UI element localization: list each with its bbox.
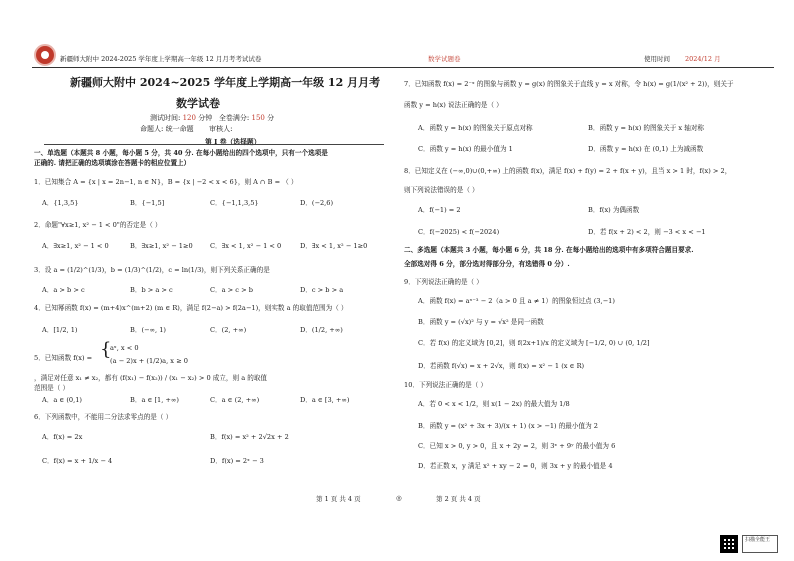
part2-instructions-2: 全部选对得 6 分，部分选对得部分分，有选错得 0 分）. <box>404 260 570 268</box>
option-2d: D．∃x < 1, x² − 1≥0 <box>300 242 368 250</box>
option-8d: D．若 f(x + 2) < 2，则 −3 < x < −1 <box>588 228 706 236</box>
option-8a: A．f(−1) = 2 <box>418 206 461 214</box>
option-1d: D．(−2,6) <box>300 199 334 207</box>
header-date: 2024/12 月 <box>685 55 721 63</box>
exam-subtitle: 数学试卷 <box>176 97 220 110</box>
option-7b: B．函数 y = h(x) 的图象关于 x 轴对称 <box>588 124 705 132</box>
piecewise-brace: { <box>100 339 112 360</box>
header-subject: 数学试题卷 <box>428 55 461 63</box>
option-6b: B．f(x) = x² + 2√2x + 2 <box>210 433 289 441</box>
scanner-watermark: 扫描全能王 <box>742 535 778 553</box>
question-1: 1．已知集合 A = {x | x = 2n−1, n ∈ N}，B = {x | −2 < x < 6}，则 A ∩ B = （ ） <box>34 178 298 186</box>
option-6a: A．f(x) = 2x <box>42 433 83 441</box>
option-3b: B．b > a > c <box>130 286 173 294</box>
exam-meta-author: 命题人: 统一命题 审核人: <box>140 125 233 133</box>
option-1a: A．{1,3,5} <box>42 199 79 207</box>
option-4d: D．(1/2, +∞) <box>300 326 343 334</box>
section-divider <box>44 144 384 145</box>
question-8: 8．已知定义在 (−∞,0)∪(0,+∞) 上的函数 f(x)，满足 f(x) + f(y) = 2 + f(x + y)，且当 x > 1 时，f(x) > 2， <box>404 167 732 175</box>
header-date-label: 使用时间 <box>644 55 670 63</box>
question-9: 9．下列说法正确的是（ ） <box>404 278 483 286</box>
piece-1: aˣ, x < 0 <box>110 344 139 352</box>
question-4: 4．已知幂函数 f(x) = (m+4)x^(m+2) (m ∈ R)，满足 f(2−a) > f(2a−1)，则实数 a 的取值范围为（ ） <box>34 304 348 312</box>
part1-instructions: 一、单选题（本题共 8 小题，每小题 5 分，共 40 分. 在每小题给出的四个选项中，只有一个选项是 <box>34 149 328 157</box>
option-3d: D．c > b > a <box>300 286 344 294</box>
option-4c: C．(2, +∞) <box>210 326 247 334</box>
option-2c: C．∃x < 1, x² − 1 < 0 <box>210 242 282 250</box>
binding-mark: ◎ <box>396 494 402 502</box>
option-3c: C．a > c > b <box>210 286 253 294</box>
section-heading-1: 第 I 卷（选择题） <box>205 138 261 146</box>
question-7: 7．已知函数 f(x) = 2⁻ˣ 的图象与函数 y = g(x) 的图象关于直线 y = x 对称，令 h(x) = g(1/(x² + 2))，则关于 <box>404 80 734 88</box>
exam-meta-time: 测试时间: 120 分钟 全卷满分: 150 分 <box>150 114 275 122</box>
option-9a: A．函数 f(x) = aˣ⁻³ − 2（a > 0 且 a ≠ 1）的图象恒过点 (3,−1) <box>418 297 615 305</box>
option-7a: A．函数 y = h(x) 的图象关于原点对称 <box>418 124 533 132</box>
option-6d: D．f(x) = 2ˣ − 3 <box>210 457 264 465</box>
option-8b: B．f(x) 为偶函数 <box>588 206 640 214</box>
question-7-cont: 函数 y = h(x) 说法正确的是（ ） <box>404 101 503 109</box>
question-5-cont: 范围是（ ） <box>34 384 70 392</box>
question-6: 6．下列函数中，不能用二分法求零点的是（ ） <box>34 413 173 421</box>
question-5: ，满足对任意 x₁ ≠ x₂，都有 (f(x₁) − f(x₂)) / (x₁ − x₂) > 0 成立，则 a 的取值 <box>34 374 268 382</box>
option-6c: C．f(x) = x + 1/x − 4 <box>42 457 113 465</box>
option-5d: D．a ∈ [3, +∞) <box>300 396 350 404</box>
option-10c: C．已知 x > 0, y > 0，且 x + 2y = 2，则 3ˣ + 9ʸ 的最小值为 6 <box>418 442 616 450</box>
exam-title: 新疆师大附中 2024~2025 学年度上学期高一年级 12 月月考 <box>70 76 381 89</box>
qr-code-icon <box>720 535 738 553</box>
option-9d: D．若函数 f(√x) = x + 2√x，则 f(x) = x² − 1 (x ∈ R) <box>418 362 585 370</box>
page-number-right: 第 2 页 共 4 页 <box>436 495 481 503</box>
piece-2: (a − 2)x + (1/2)a, x ≥ 0 <box>110 357 188 365</box>
option-2a: A．∃x≥1, x² − 1 < 0 <box>42 242 109 250</box>
option-2b: B．∃x≥1, x² − 1≥0 <box>130 242 193 250</box>
option-10a: A．若 0 < x < 1/2，则 x(1 − 2x) 的最大值为 1/8 <box>418 400 570 408</box>
question-5-lead: 5．已知函数 f(x) = <box>34 354 93 362</box>
header-exam-title: 新疆师大附中 2024-2025 学年度上学期高一年级 12 月月考考试试卷 <box>60 55 262 63</box>
option-1c: C．{−1,1,3,5} <box>210 199 259 207</box>
option-10d: D．若正数 x，y 满足 x² + xy − 2 = 0，则 3x + y 的最小值是 4 <box>418 462 613 470</box>
option-3a: A．a > b > c <box>42 286 85 294</box>
option-4a: A．[1/2, 1) <box>42 326 78 334</box>
option-5a: A．a ∈ (0,1) <box>42 396 82 404</box>
part1-instructions-2: 正确的. 请把正确的选项填涂在答题卡的相应位置上） <box>34 159 191 167</box>
question-3: 3．设 a = (1/2)^(1/3)，b = (1/3)^(1/2)，c = ln(1/3)，则下列关系正确的是 <box>34 266 270 274</box>
question-10: 10．下列说法正确的是（ ） <box>404 381 488 389</box>
option-9b: B．函数 y = (√x)² 与 y = √x² 是同一函数 <box>418 318 544 326</box>
part2-instructions: 二、多选题（本题共 3 小题，每小题 6 分，共 18 分. 在每小题给出的选项中有多项符合题目要求. <box>404 246 694 254</box>
question-8-cont: 则下列说法错误的是（ ） <box>404 186 479 194</box>
question-2: 2．命题"∀x≥1, x² − 1 < 0"的否定是（ ） <box>34 221 162 229</box>
option-5c: C．a ∈ (2, +∞) <box>210 396 260 404</box>
option-7c: C．函数 y = h(x) 的最小值为 1 <box>418 145 513 153</box>
option-1b: B．{−1,5] <box>130 199 165 207</box>
option-7d: D．函数 y = h(x) 在 (0,1) 上为减函数 <box>588 145 704 153</box>
page-number-left: 第 1 页 共 4 页 <box>316 495 361 503</box>
option-5b: B．a ∈ [1, +∞) <box>130 396 179 404</box>
option-8c: C．f(−2025) < f(−2024) <box>418 228 500 236</box>
option-4b: B．(−∞, 1) <box>130 326 166 334</box>
option-10b: B．函数 y = (x² + 3x + 3)/(x + 1) (x > −1) 的最小值为 2 <box>418 422 598 430</box>
option-9c: C．若 f(x) 的定义域为 [0,2]，则 f(2x+1)/x 的定义域为 [−1/2, 0) ∪ (0, 1/2] <box>418 339 650 347</box>
